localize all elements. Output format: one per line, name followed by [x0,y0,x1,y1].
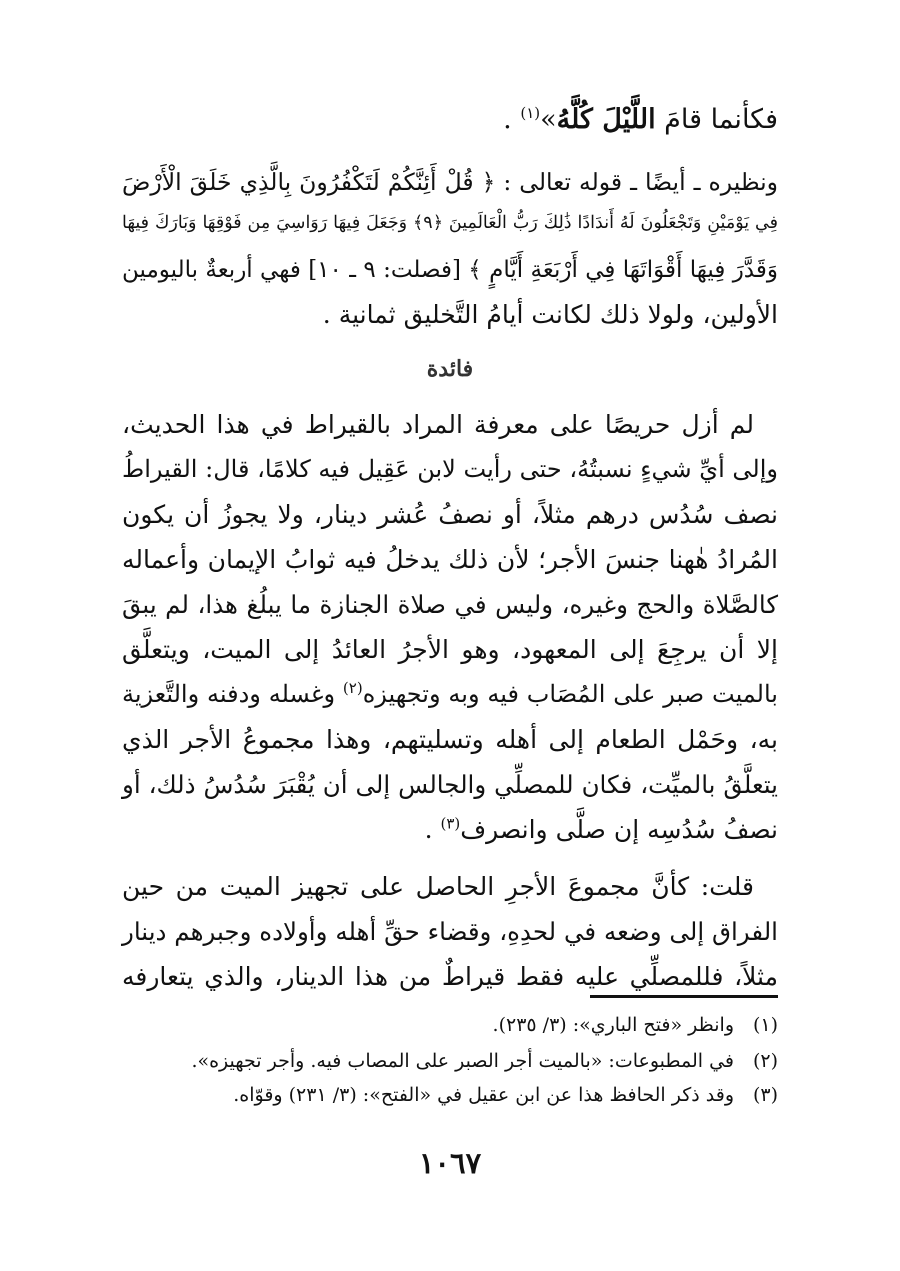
body-line-7-end: وغسله ودفنه والتَّعزية [122,680,343,708]
page-number: ١٠٦٧ [418,1146,482,1180]
footnote-ref-1[interactable]: (١) [520,104,541,122]
footnote-separator [590,995,778,998]
body-line-2: وإلى أيِّ شيءٍ نسبتُهُ، حتى رأيت لابن عَقِيل فيه كلامًا، قال: القيراطُ [122,455,778,483]
body-line-4: المُرادُ هٰهنا جنسَ الأجر؛ لأن ذلك يدخلُ فيه ثوابُ الإيمان وأعماله [122,545,778,574]
note-line-2: الفراق إلى وضعه في لحدِهِ، وقضاء حقِّ أهله وأولاده وجبرهم دينار [122,917,778,946]
footnote-2-number: (٢) [752,1050,778,1072]
opening-close-quote: » [540,104,557,135]
note-line-3: مثلاً، فللمصلِّي عليه فقط قيراطٌ من هذا الدينار، والذي يتعارفه [122,962,778,991]
footnote-2-text: في المطبوعات: «بالميت أجر الصبر على المصاب فيه. وأجر تجهيزه». [191,1050,734,1072]
opening-emphasis: اللَّيْلَ كُلَّهُ [556,104,656,135]
body-line-10-end: . [424,815,441,844]
note-line-1: قلت: كأنَّ مجموعَ الأجرِ الحاصل على تجهيز الميت من حين [122,872,754,901]
body-line-7 [122,680,778,708]
body-line-6: إلا أن يرجِعَ إلى المعهود، وهو الأجرُ العائدُ إلى الميت، ويتعلَّق [122,635,778,664]
footnote-1 [493,1014,778,1036]
opening-end: . [503,104,521,135]
footnote-3-number: (٣) [752,1084,778,1106]
footnote-3-text: وقد ذكر الحافظ هذا عن ابن عقيل في «الفتح»: (٣/ ٢٣١) وقوّاه. [233,1084,734,1106]
opening-prefix: فكأنما قامَ [655,104,778,135]
body-line-3: نصف سُدُس درهم مثلاً، أو نصفُ عُشر دينار، ولا يجوزُ أن يكون [122,500,778,529]
body-line-5: كالصَّلاة والحج وغيره، وليس في صلاة الجنازة ما يبلُغ هذا، لم يبقَ [122,590,778,619]
footnote-3 [233,1084,778,1106]
body-line-9: يتعلَّقُ بالميِّت، فكان للمصلِّي والجالس إلى أن يُقْبَرَ سُدُسُ ذلك، أو [122,770,778,799]
verse-line-3: وَقَدَّرَ فِيهَا أَقْوَاتَهَا فِي أَرْبَعَةِ أَيَّامٍ ﴾ [فصلت: ٩ ـ ١٠] فهي أربعةٌ باليومين [122,257,778,283]
verse-line-1: ونظيره ـ أيضًا ـ قوله تعالى : ﴿ قُلْ أَئِنَّكُمْ لَتَكْفُرُونَ بِالَّذِي خَلَقَ الْأَرْضَ [122,168,778,196]
verse-line-2: فِي يَوْمَيْنِ وَتَجْعَلُونَ لَهُ أَندَادًا ذَٰلِكَ رَبُّ الْعَالَمِينَ ﴿٩﴾ وَجَعَلَ فِيهَا رَوَاسِيَ مِن فَوْقِهَا وَبَارَكَ فِيهَا [122,213,778,233]
footnote-ref-2[interactable]: (٢) [342,679,363,697]
footnote-1-text: وانظر «فتح الباري»: (٣/ ٢٣٥). [492,1014,734,1036]
section-heading: فائدة [426,356,474,382]
opening-line [503,104,778,135]
footnote-1-number: (١) [752,1014,778,1036]
body-line-10 [425,815,778,844]
footnote-ref-3[interactable]: (٣) [440,814,461,833]
body-line-1: لم أزل حريصًا على معرفة المراد بالقيراط في هذا الحديث، [122,410,754,439]
body-line-8: به، وحَمْل الطعام إلى أهله وتسليتهم، وهذا مجموعُ الأجر الذي [122,725,778,754]
body-line-7-start: بالميت صبر على المُصَاب فيه وبه وتجهيزه [362,680,778,708]
body-line-10-start: نصفُ سُدُسِه إن صلَّى وانصرف [460,815,778,844]
footnote-2 [191,1050,778,1072]
verse-line-4: الأولين، ولولا ذلك لكانت أيامُ التَّخليق ثمانية . [322,300,778,329]
